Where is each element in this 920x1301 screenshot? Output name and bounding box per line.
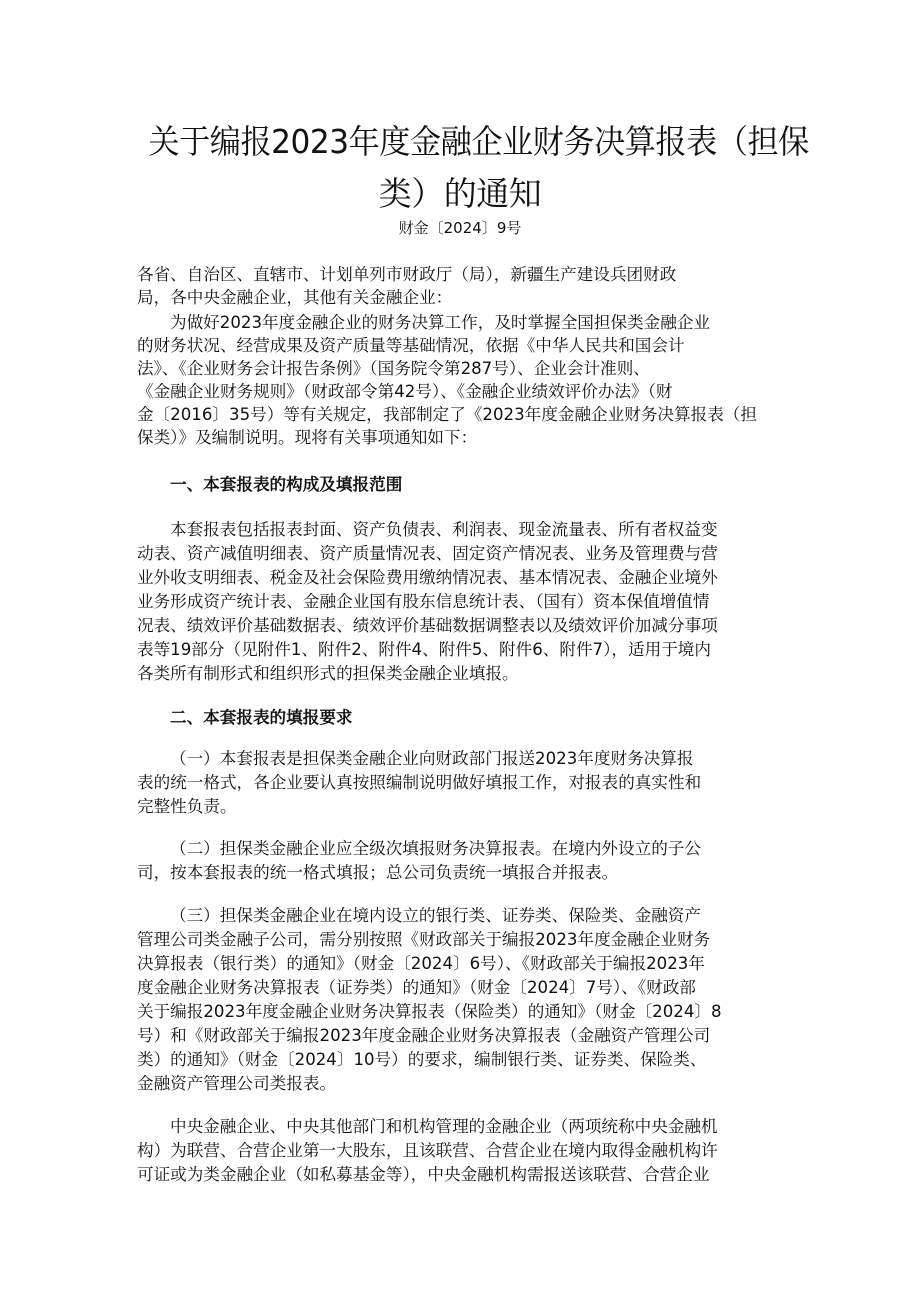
paragraph-line: 业外收支明细表、税金及社会保险费用缴纳情况表、基本情况表、金融企业境外 bbox=[137, 568, 718, 587]
document-title-line-2: 类）的通知 bbox=[378, 174, 542, 213]
paragraph-line: 号）和《财政部关于编报2023年度金融企业财务决算报表（金融资产管理公司 bbox=[137, 1026, 711, 1045]
paragraph-line: 中央金融企业、中央其他部门和机构管理的金融企业（两项统称中央金融机 bbox=[170, 1117, 718, 1136]
paragraph-line: 可证或为类金融企业（如私募基金等），中央金融机构需报送该联营、合营企业 bbox=[137, 1165, 710, 1184]
paragraph-line: 保类）》及编制说明。现将有关事项通知如下： bbox=[137, 428, 478, 447]
paragraph-line: 业务形成资产统计表、金融企业国有股东信息统计表、（国有）资本保值增值情 bbox=[137, 592, 710, 611]
paragraph-line: 况表、绩效评价基础数据表、绩效评价基础数据调整表以及绩效评价加减分事项 bbox=[137, 616, 718, 635]
paragraph-line: 表的统一格式，各企业要认真按照编制说明做好填报工作，对报表的真实性和 bbox=[137, 773, 702, 792]
paragraph-line: （三）担保类金融企业在境内设立的银行类、证券类、保险类、金融资产 bbox=[170, 906, 701, 925]
section-heading-2: 二、本套报表的填报要求 bbox=[170, 708, 353, 727]
document-title-line-1: 关于编报2023年度金融企业财务决算报表（担保 bbox=[148, 122, 809, 161]
paragraph-line: 构）为联营、合营企业第一大股东，且该联营、合营企业在境内取得金融机构许 bbox=[137, 1141, 718, 1160]
paragraph-line: 类）的通知》（财金〔2024〕10号）的要求，编制银行类、证券类、保险类、 bbox=[137, 1050, 707, 1069]
paragraph-line: 各类所有制形式和组织形式的担保类金融企业填报。 bbox=[137, 664, 519, 683]
paragraph-line: 表等19部分（见附件1、附件2、附件4、附件5、附件6、附件7），适用于境内 bbox=[137, 640, 711, 659]
paragraph-line: 度金融企业财务决算报表（证券类）的通知》（财金〔2024〕7号）、《财政部 bbox=[137, 978, 696, 997]
section-heading-1: 一、本套报表的构成及填报范围 bbox=[170, 475, 403, 494]
paragraph-line: 金〔2016〕35号）等有关规定，我部制定了《2023年度金融企业财务决算报表（担 bbox=[137, 405, 757, 424]
addressee-line: 局，各中央金融企业，其他有关金融企业： bbox=[137, 288, 453, 307]
addressee-line: 各省、自治区、直辖市、计划单列市财政厅（局），新疆生产建设兵团财政 bbox=[137, 265, 677, 284]
paragraph-line: 的财务状况、经营成果及资产质量等基础情况，依据《中华人民共和国会计 bbox=[137, 336, 685, 355]
paragraph-line: 法》、《企业财务会计报告条例》（国务院令第287号）、企业会计准则、 bbox=[137, 359, 650, 378]
paragraph-line: 管理公司类金融子公司，需分别按照《财政部关于编报2023年度金融企业财务 bbox=[137, 930, 711, 949]
paragraph-line: 完整性负责。 bbox=[137, 797, 237, 816]
paragraph-line: 《金融企业财务规则》（财政部令第42号）、《金融企业绩效评价办法》（财 bbox=[137, 382, 673, 401]
paragraph-line: 关于编报2023年度金融企业财务决算报表（保险类）的通知》（财金〔2024〕8 bbox=[137, 1002, 722, 1021]
document-number: 财金〔2024〕9号 bbox=[398, 219, 522, 237]
paragraph-line: 为做好2023年度金融企业的财务决算工作，及时掌握全国担保类金融企业 bbox=[170, 313, 711, 332]
paragraph-line: （一）本套报表是担保类金融企业向财政部门报送2023年度财务决算报 bbox=[170, 749, 694, 768]
paragraph-line: 动表、资产减值明细表、资产质量情况表、固定资产情况表、业务及管理费与营 bbox=[137, 544, 718, 563]
paragraph-line: （二）担保类金融企业应全级次填报财务决算报表。在境内外设立的子公 bbox=[170, 839, 701, 858]
paragraph-line: 金融资产管理公司类报表。 bbox=[137, 1074, 337, 1093]
paragraph-line: 本套报表包括报表封面、资产负债表、利润表、现金流量表、所有者权益变 bbox=[170, 520, 718, 539]
paragraph-line: 司，按本套报表的统一格式填报；总公司负责统一填报合并报表。 bbox=[137, 863, 619, 882]
paragraph-line: 决算报表（银行类）的通知》（财金〔2024〕6号）、《财政部关于编报2023年 bbox=[137, 954, 705, 973]
